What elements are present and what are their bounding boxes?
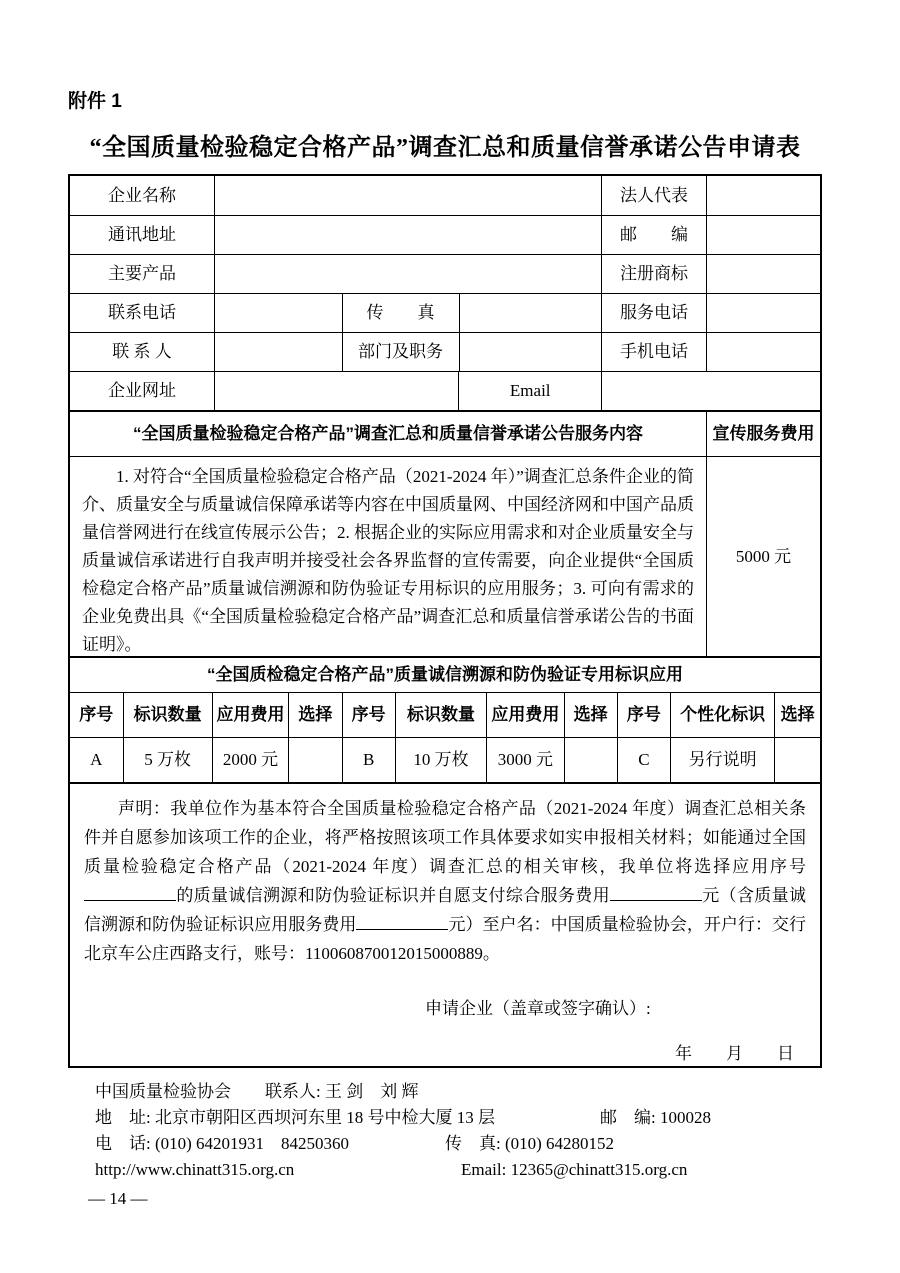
declaration-text (84, 794, 806, 968)
address-label: 通讯地址 (108, 225, 176, 245)
service-content-text: 1. 对符合“全国质量检验稳定合格产品（2021-2024 年）”调查汇总条件企业的简介、质量安全与质量诚信保障承诺等内容在中国质量网、中国经济网和中国产品质量信誉网进行在线宣传展示公告；2. 根据企业的实际应用需求和对企业质量安全与质量诚信承诺进行自我声明并接受社会各界监督的宣传需要，向企业提供“全国质检稳定合格产品”质量诚信溯源和防伪验证专用标识的应用服务；3. 可向有需求的企业免费出具《“全国质量检验稳定合格产品”调查汇总和质量信誉承诺公告的书面证明》。 (82, 467, 694, 654)
col-custom-label: 个性化标识 (670, 693, 774, 737)
service-header-row (70, 410, 820, 456)
option-a-serial: A (90, 750, 103, 770)
blank-label-fee-field (356, 915, 448, 930)
service-body-row (70, 456, 820, 656)
col-serial-3: 序号 (617, 693, 670, 737)
document-page (68, 0, 822, 1209)
blank-total-fee-field (610, 886, 702, 901)
col-qty-1: 标识数量 (123, 693, 212, 737)
option-b-serial: B (342, 738, 395, 782)
option-c-serial: C (617, 738, 670, 782)
labels-section-header: “全国质检稳定合格产品”质量诚信溯源和防伪验证专用标识应用 (207, 665, 683, 685)
declaration-part2: 的质量诚信溯源和防伪验证标识并自愿支付综合服务费用 (176, 886, 610, 905)
legal-rep-field (706, 176, 820, 215)
contact-phone-field (214, 294, 342, 332)
mobile-phone-label: 手机电话 (601, 333, 706, 371)
page-title: “全国质量检验稳定合格产品”调查汇总和质量信誉承诺公告申请表 (89, 135, 801, 161)
fax-label: 传 真 (342, 294, 459, 332)
table-row (70, 176, 820, 215)
mobile-phone-field (706, 333, 820, 371)
footer-email: Email: 12365@chinatt315.org.cn (461, 1160, 688, 1179)
option-b-fee: 3000 元 (486, 738, 563, 782)
fax-field (459, 294, 602, 332)
declaration-part1: 声明：我单位作为基本符合全国质量检验稳定合格产品（2021-2024 年度）调查汇总相关条件并自愿参加该项工作的企业，将严格按照该项工作具体要求如实申报相关材料；如能通过全国质量检验稳定合格产品（2021-2024 年度）调查汇总的相关审核，我单位将选择应用序号 (84, 799, 806, 876)
contact-phone-label: 联系电话 (108, 303, 176, 323)
table-row (70, 293, 820, 332)
zip-label: 邮 编 (601, 216, 706, 254)
department-title-label: 部门及职务 (342, 333, 459, 371)
date-label: 年 月 日 (675, 1044, 794, 1064)
option-c-custom: 另行说明 (670, 738, 774, 782)
contact-person-field (214, 333, 342, 371)
col-select-2: 选择 (564, 693, 617, 737)
email-label: Email (458, 372, 601, 410)
application-form-table (68, 174, 822, 1068)
col-qty-2: 标识数量 (395, 693, 487, 737)
footer-website: http://www.chinatt315.org.cn (95, 1160, 295, 1179)
contact-person-label: 联 系 人 (112, 342, 172, 362)
col-select-1: 选择 (288, 693, 341, 737)
service-fee-header: 宣传服务费用 (706, 412, 820, 456)
service-content-header: “全国质量检验稳定合格产品”调查汇总和质量信誉承诺公告服务内容 (133, 424, 643, 444)
table-row (70, 254, 820, 293)
email-field (601, 372, 820, 410)
footer-telephone: 电 话: (010) 64201931 84250360 (95, 1134, 350, 1153)
footer-address: 地 址: 北京市朝阳区西坝河东里 18 号中检大厦 13 层 (95, 1108, 495, 1127)
option-a-qty: 5 万枚 (123, 738, 212, 782)
labels-columns-row (70, 692, 820, 737)
footer-org-contact: 中国质量检验协会 联系人: 王 剑 刘 辉 (95, 1082, 419, 1101)
col-fee-2: 应用费用 (486, 693, 563, 737)
option-c-select-cell (774, 738, 820, 782)
website-field (214, 372, 458, 410)
page-number: — 14 — (88, 1189, 148, 1208)
legal-rep-label: 法人代表 (601, 176, 706, 215)
option-a-fee: 2000 元 (212, 738, 289, 782)
main-products-label: 主要产品 (108, 264, 176, 284)
trademark-label: 注册商标 (601, 255, 706, 293)
declaration-part3: 元（含质量诚信溯源和防伪验证标识应用服务费用 (84, 886, 806, 934)
service-content-cell (70, 457, 706, 656)
table-row (70, 371, 820, 410)
company-name-field (214, 176, 601, 215)
zip-field (706, 216, 820, 254)
declaration-part4: 元）至户名：中国质量检验协会，开户行：交行北京车公庄西路支行，账号：110060870012015000889。 (84, 915, 807, 963)
option-b-qty: 10 万枚 (395, 738, 487, 782)
col-serial-1: 序号 (79, 705, 114, 725)
declaration-row (70, 782, 820, 1066)
option-a-select-cell (288, 738, 341, 782)
col-fee-1: 应用费用 (212, 693, 289, 737)
service-fee-value: 5000 元 (706, 457, 820, 656)
footer-zip: 邮 编: 100028 (600, 1108, 711, 1127)
labels-data-row (70, 737, 820, 782)
col-select-3: 选择 (774, 693, 820, 737)
contact-footer (68, 1079, 822, 1183)
trademark-field (706, 255, 820, 293)
address-field (214, 216, 601, 254)
attachment-label: 附件 1 (68, 91, 122, 112)
blank-serial-field (84, 886, 176, 901)
table-row (70, 215, 820, 254)
footer-address-line (95, 1105, 822, 1131)
website-label: 企业网址 (108, 381, 176, 401)
declaration-cell (70, 784, 820, 1066)
main-products-field (214, 255, 601, 293)
table-row (70, 332, 820, 371)
col-serial-2: 序号 (342, 693, 395, 737)
service-phone-label: 服务电话 (601, 294, 706, 332)
labels-header-row (70, 656, 820, 692)
option-b-select-cell (564, 738, 617, 782)
service-phone-field (706, 294, 820, 332)
footer-web-line (95, 1157, 822, 1183)
signature-label: 申请企业（盖章或签字确认）: (425, 999, 651, 1018)
department-title-field (459, 333, 602, 371)
footer-fax: 传 真: (010) 64280152 (445, 1134, 615, 1153)
footer-phone-line (95, 1131, 822, 1157)
company-name-label: 企业名称 (108, 185, 176, 205)
